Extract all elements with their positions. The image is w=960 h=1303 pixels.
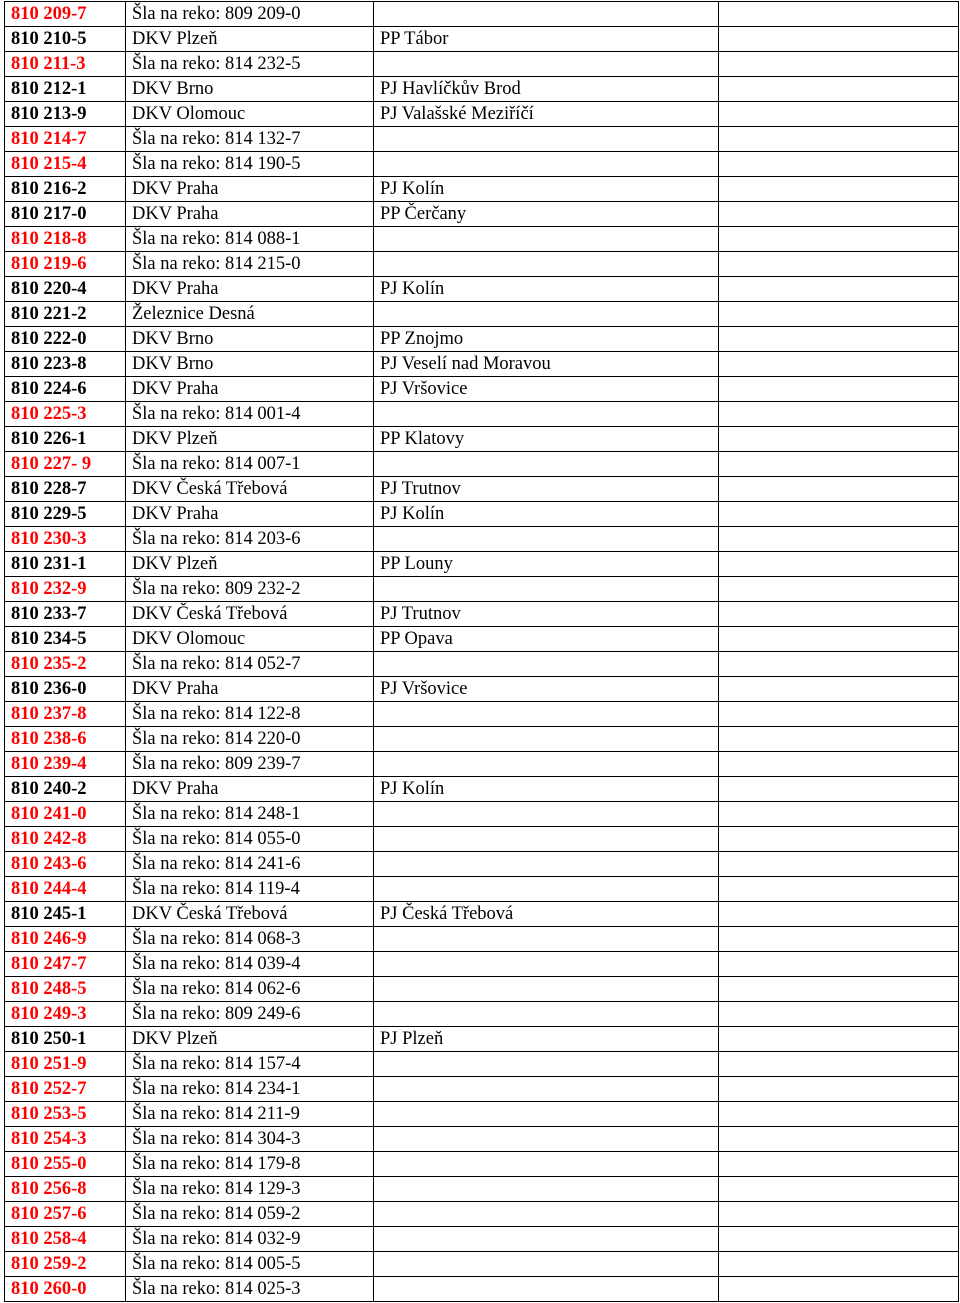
table-row bbox=[5, 1152, 959, 1177]
table-row bbox=[5, 127, 959, 152]
depot-cell: Šla na reko: 814 132-7 bbox=[126, 127, 374, 152]
depot-cell: DKV Olomouc bbox=[126, 102, 374, 127]
vehicle-number-cell: 810 244-4 bbox=[5, 877, 126, 902]
unit-cell: PJ Havlíčkův Brod bbox=[374, 77, 719, 102]
vehicle-number-cell: 810 230-3 bbox=[5, 527, 126, 552]
table-row bbox=[5, 302, 959, 327]
vehicle-number-cell: 810 249-3 bbox=[5, 1002, 126, 1027]
empty-cell bbox=[719, 652, 959, 677]
vehicle-number-cell: 810 233-7 bbox=[5, 602, 126, 627]
depot-cell: Šla na reko: 814 215-0 bbox=[126, 252, 374, 277]
vehicle-number-cell: 810 250-1 bbox=[5, 1027, 126, 1052]
unit-cell: PJ Veselí nad Moravou bbox=[374, 352, 719, 377]
unit-cell bbox=[374, 802, 719, 827]
table-row bbox=[5, 727, 959, 752]
table-row bbox=[5, 327, 959, 352]
depot-cell: Šla na reko: 814 304-3 bbox=[126, 1127, 374, 1152]
vehicle-number-cell: 810 243-6 bbox=[5, 852, 126, 877]
depot-cell: Šla na reko: 814 248-1 bbox=[126, 802, 374, 827]
empty-cell bbox=[719, 1102, 959, 1127]
depot-cell: Šla na reko: 814 220-0 bbox=[126, 727, 374, 752]
unit-cell bbox=[374, 1102, 719, 1127]
table-row bbox=[5, 477, 959, 502]
unit-cell: PP Louny bbox=[374, 552, 719, 577]
empty-cell bbox=[719, 1202, 959, 1227]
vehicle-number-cell: 810 223-8 bbox=[5, 352, 126, 377]
empty-cell bbox=[719, 1277, 959, 1302]
table-row bbox=[5, 1202, 959, 1227]
table-row bbox=[5, 777, 959, 802]
table-row bbox=[5, 1077, 959, 1102]
vehicle-number-cell: 810 257-6 bbox=[5, 1202, 126, 1227]
vehicle-number-cell: 810 239-4 bbox=[5, 752, 126, 777]
vehicle-number-cell: 810 260-0 bbox=[5, 1277, 126, 1302]
table-row bbox=[5, 827, 959, 852]
unit-cell: PJ Kolín bbox=[374, 777, 719, 802]
empty-cell bbox=[719, 952, 959, 977]
depot-cell: DKV Brno bbox=[126, 327, 374, 352]
empty-cell bbox=[719, 1052, 959, 1077]
depot-cell: DKV Plzeň bbox=[126, 427, 374, 452]
empty-cell bbox=[719, 602, 959, 627]
table-row bbox=[5, 1227, 959, 1252]
unit-cell: PJ Kolín bbox=[374, 277, 719, 302]
unit-cell bbox=[374, 302, 719, 327]
unit-cell bbox=[374, 152, 719, 177]
table-row bbox=[5, 577, 959, 602]
unit-cell bbox=[374, 927, 719, 952]
table-row bbox=[5, 177, 959, 202]
vehicle-number-cell: 810 215-4 bbox=[5, 152, 126, 177]
table-row bbox=[5, 602, 959, 627]
vehicle-number-cell: 810 254-3 bbox=[5, 1127, 126, 1152]
unit-cell bbox=[374, 452, 719, 477]
unit-cell bbox=[374, 702, 719, 727]
unit-cell bbox=[374, 127, 719, 152]
vehicle-number-cell: 810 246-9 bbox=[5, 927, 126, 952]
empty-cell bbox=[719, 802, 959, 827]
vehicle-number-cell: 810 248-5 bbox=[5, 977, 126, 1002]
depot-cell: DKV Plzeň bbox=[126, 27, 374, 52]
vehicle-number-cell: 810 258-4 bbox=[5, 1227, 126, 1252]
vehicle-number-cell: 810 241-0 bbox=[5, 802, 126, 827]
table-row bbox=[5, 977, 959, 1002]
depot-cell: DKV Praha bbox=[126, 202, 374, 227]
empty-cell bbox=[719, 777, 959, 802]
table-row bbox=[5, 1252, 959, 1277]
vehicle-number-cell: 810 232-9 bbox=[5, 577, 126, 602]
vehicle-number-cell: 810 211-3 bbox=[5, 52, 126, 77]
empty-cell bbox=[719, 52, 959, 77]
depot-cell: DKV Praha bbox=[126, 177, 374, 202]
unit-cell bbox=[374, 1277, 719, 1302]
depot-cell: Šla na reko: 814 088-1 bbox=[126, 227, 374, 252]
unit-cell: PP Opava bbox=[374, 627, 719, 652]
table-row bbox=[5, 502, 959, 527]
table-row bbox=[5, 927, 959, 952]
empty-cell bbox=[719, 127, 959, 152]
unit-cell bbox=[374, 977, 719, 1002]
empty-cell bbox=[719, 402, 959, 427]
depot-cell: Šla na reko: 814 025-3 bbox=[126, 1277, 374, 1302]
unit-cell bbox=[374, 827, 719, 852]
vehicle-number-cell: 810 219-6 bbox=[5, 252, 126, 277]
depot-cell: DKV Česká Třebová bbox=[126, 902, 374, 927]
depot-cell: Šla na reko: 814 179-8 bbox=[126, 1152, 374, 1177]
depot-cell: Šla na reko: 814 203-6 bbox=[126, 527, 374, 552]
depot-cell: Šla na reko: 814 039-4 bbox=[126, 952, 374, 977]
empty-cell bbox=[719, 477, 959, 502]
vehicle-number-cell: 810 210-5 bbox=[5, 27, 126, 52]
unit-cell bbox=[374, 1202, 719, 1227]
vehicle-number-cell: 810 235-2 bbox=[5, 652, 126, 677]
unit-cell bbox=[374, 1177, 719, 1202]
unit-cell bbox=[374, 1002, 719, 1027]
depot-cell: Šla na reko: 809 232-2 bbox=[126, 577, 374, 602]
empty-cell bbox=[719, 427, 959, 452]
empty-cell bbox=[719, 977, 959, 1002]
table-row bbox=[5, 452, 959, 477]
depot-cell: Šla na reko: 814 007-1 bbox=[126, 452, 374, 477]
depot-cell: Šla na reko: 809 249-6 bbox=[126, 1002, 374, 1027]
depot-cell: Šla na reko: 814 055-0 bbox=[126, 827, 374, 852]
unit-cell: PJ Kolín bbox=[374, 502, 719, 527]
vehicle-number-cell: 810 214-7 bbox=[5, 127, 126, 152]
empty-cell bbox=[719, 1152, 959, 1177]
vehicle-number-cell: 810 213-9 bbox=[5, 102, 126, 127]
table-row bbox=[5, 852, 959, 877]
unit-cell: PP Čerčany bbox=[374, 202, 719, 227]
unit-cell bbox=[374, 1052, 719, 1077]
empty-cell bbox=[719, 1027, 959, 1052]
empty-cell bbox=[719, 352, 959, 377]
unit-cell bbox=[374, 577, 719, 602]
depot-cell: Šla na reko: 809 209-0 bbox=[126, 2, 374, 27]
unit-cell: PP Znojmo bbox=[374, 327, 719, 352]
unit-cell bbox=[374, 2, 719, 27]
table-row bbox=[5, 52, 959, 77]
empty-cell bbox=[719, 152, 959, 177]
vehicle-number-cell: 810 228-7 bbox=[5, 477, 126, 502]
railcar-table-body bbox=[5, 2, 959, 1302]
table-row bbox=[5, 1027, 959, 1052]
unit-cell bbox=[374, 1127, 719, 1152]
empty-cell bbox=[719, 852, 959, 877]
vehicle-number-cell: 810 217-0 bbox=[5, 202, 126, 227]
table-row bbox=[5, 877, 959, 902]
unit-cell bbox=[374, 1077, 719, 1102]
unit-cell bbox=[374, 752, 719, 777]
table-row bbox=[5, 752, 959, 777]
unit-cell bbox=[374, 227, 719, 252]
vehicle-number-cell: 810 240-2 bbox=[5, 777, 126, 802]
empty-cell bbox=[719, 927, 959, 952]
table-row bbox=[5, 1177, 959, 1202]
empty-cell bbox=[719, 202, 959, 227]
table-row bbox=[5, 377, 959, 402]
empty-cell bbox=[719, 552, 959, 577]
vehicle-number-cell: 810 237-8 bbox=[5, 702, 126, 727]
empty-cell bbox=[719, 877, 959, 902]
empty-cell bbox=[719, 277, 959, 302]
empty-cell bbox=[719, 302, 959, 327]
empty-cell bbox=[719, 902, 959, 927]
vehicle-number-cell: 810 236-0 bbox=[5, 677, 126, 702]
table-row bbox=[5, 1052, 959, 1077]
table-row bbox=[5, 352, 959, 377]
depot-cell: Šla na reko: 814 211-9 bbox=[126, 1102, 374, 1127]
table-row bbox=[5, 627, 959, 652]
unit-cell bbox=[374, 252, 719, 277]
depot-cell: DKV Česká Třebová bbox=[126, 477, 374, 502]
depot-cell: DKV Česká Třebová bbox=[126, 602, 374, 627]
unit-cell bbox=[374, 852, 719, 877]
empty-cell bbox=[719, 2, 959, 27]
vehicle-number-cell: 810 251-9 bbox=[5, 1052, 126, 1077]
unit-cell bbox=[374, 877, 719, 902]
depot-cell: Šla na reko: 814 005-5 bbox=[126, 1252, 374, 1277]
depot-cell: Šla na reko: 814 190-5 bbox=[126, 152, 374, 177]
table-row bbox=[5, 902, 959, 927]
depot-cell: Šla na reko: 814 052-7 bbox=[126, 652, 374, 677]
empty-cell bbox=[719, 327, 959, 352]
empty-cell bbox=[719, 452, 959, 477]
depot-cell: Šla na reko: 814 129-3 bbox=[126, 1177, 374, 1202]
table-row bbox=[5, 27, 959, 52]
table-row bbox=[5, 527, 959, 552]
unit-cell: PP Tábor bbox=[374, 27, 719, 52]
depot-cell: DKV Olomouc bbox=[126, 627, 374, 652]
table-row bbox=[5, 1127, 959, 1152]
vehicle-number-cell: 810 259-2 bbox=[5, 1252, 126, 1277]
table-row bbox=[5, 2, 959, 27]
unit-cell bbox=[374, 1152, 719, 1177]
depot-cell: DKV Brno bbox=[126, 352, 374, 377]
vehicle-number-cell: 810 253-5 bbox=[5, 1102, 126, 1127]
empty-cell bbox=[719, 177, 959, 202]
depot-cell: Šla na reko: 809 239-7 bbox=[126, 752, 374, 777]
railcar-table bbox=[4, 1, 959, 1302]
table-row bbox=[5, 1102, 959, 1127]
empty-cell bbox=[719, 627, 959, 652]
vehicle-number-cell: 810 245-1 bbox=[5, 902, 126, 927]
vehicle-number-cell: 810 238-6 bbox=[5, 727, 126, 752]
empty-cell bbox=[719, 1002, 959, 1027]
depot-cell: DKV Praha bbox=[126, 277, 374, 302]
vehicle-number-cell: 810 221-2 bbox=[5, 302, 126, 327]
depot-cell: DKV Praha bbox=[126, 777, 374, 802]
unit-cell: PJ Valašské Meziříčí bbox=[374, 102, 719, 127]
table-row bbox=[5, 1002, 959, 1027]
vehicle-number-cell: 810 222-0 bbox=[5, 327, 126, 352]
vehicle-number-cell: 810 225-3 bbox=[5, 402, 126, 427]
depot-cell: Šla na reko: 814 157-4 bbox=[126, 1052, 374, 1077]
depot-cell: Železnice Desná bbox=[126, 302, 374, 327]
vehicle-number-cell: 810 229-5 bbox=[5, 502, 126, 527]
table-row bbox=[5, 1277, 959, 1302]
empty-cell bbox=[719, 102, 959, 127]
vehicle-number-cell: 810 226-1 bbox=[5, 427, 126, 452]
table-row bbox=[5, 402, 959, 427]
empty-cell bbox=[719, 677, 959, 702]
empty-cell bbox=[719, 227, 959, 252]
depot-cell: DKV Plzeň bbox=[126, 1027, 374, 1052]
unit-cell bbox=[374, 527, 719, 552]
table-row bbox=[5, 427, 959, 452]
table-row bbox=[5, 677, 959, 702]
empty-cell bbox=[719, 252, 959, 277]
table-row bbox=[5, 77, 959, 102]
unit-cell bbox=[374, 1252, 719, 1277]
depot-cell: Šla na reko: 814 234-1 bbox=[126, 1077, 374, 1102]
unit-cell: PJ Trutnov bbox=[374, 477, 719, 502]
unit-cell bbox=[374, 952, 719, 977]
empty-cell bbox=[719, 752, 959, 777]
unit-cell: PJ Trutnov bbox=[374, 602, 719, 627]
table-row bbox=[5, 227, 959, 252]
unit-cell bbox=[374, 1227, 719, 1252]
unit-cell bbox=[374, 727, 719, 752]
vehicle-number-cell: 810 256-8 bbox=[5, 1177, 126, 1202]
empty-cell bbox=[719, 27, 959, 52]
vehicle-number-cell: 810 209-7 bbox=[5, 2, 126, 27]
empty-cell bbox=[719, 577, 959, 602]
depot-cell: Šla na reko: 814 232-5 bbox=[126, 52, 374, 77]
depot-cell: Šla na reko: 814 241-6 bbox=[126, 852, 374, 877]
vehicle-number-cell: 810 216-2 bbox=[5, 177, 126, 202]
empty-cell bbox=[719, 1177, 959, 1202]
unit-cell: PJ Plzeň bbox=[374, 1027, 719, 1052]
empty-cell bbox=[719, 827, 959, 852]
table-row bbox=[5, 702, 959, 727]
empty-cell bbox=[719, 1227, 959, 1252]
empty-cell bbox=[719, 377, 959, 402]
empty-cell bbox=[719, 1127, 959, 1152]
table-row bbox=[5, 202, 959, 227]
unit-cell: PJ Česká Třebová bbox=[374, 902, 719, 927]
depot-cell: DKV Praha bbox=[126, 502, 374, 527]
vehicle-number-cell: 810 252-7 bbox=[5, 1077, 126, 1102]
vehicle-number-cell: 810 212-1 bbox=[5, 77, 126, 102]
depot-cell: DKV Brno bbox=[126, 77, 374, 102]
depot-cell: DKV Praha bbox=[126, 377, 374, 402]
empty-cell bbox=[719, 502, 959, 527]
table-row bbox=[5, 802, 959, 827]
unit-cell: PJ Kolín bbox=[374, 177, 719, 202]
empty-cell bbox=[719, 1252, 959, 1277]
depot-cell: DKV Plzeň bbox=[126, 552, 374, 577]
table-row bbox=[5, 102, 959, 127]
depot-cell: Šla na reko: 814 062-6 bbox=[126, 977, 374, 1002]
depot-cell: Šla na reko: 814 068-3 bbox=[126, 927, 374, 952]
depot-cell: Šla na reko: 814 032-9 bbox=[126, 1227, 374, 1252]
vehicle-number-cell: 810 218-8 bbox=[5, 227, 126, 252]
depot-cell: DKV Praha bbox=[126, 677, 374, 702]
unit-cell bbox=[374, 402, 719, 427]
vehicle-number-cell: 810 220-4 bbox=[5, 277, 126, 302]
unit-cell: PJ Vršovice bbox=[374, 377, 719, 402]
unit-cell bbox=[374, 52, 719, 77]
table-row bbox=[5, 652, 959, 677]
empty-cell bbox=[719, 727, 959, 752]
unit-cell: PP Klatovy bbox=[374, 427, 719, 452]
table-row bbox=[5, 277, 959, 302]
table-row bbox=[5, 252, 959, 277]
empty-cell bbox=[719, 527, 959, 552]
vehicle-number-cell: 810 227- 9 bbox=[5, 452, 126, 477]
vehicle-number-cell: 810 255-0 bbox=[5, 1152, 126, 1177]
empty-cell bbox=[719, 77, 959, 102]
unit-cell: PJ Vršovice bbox=[374, 677, 719, 702]
table-row bbox=[5, 952, 959, 977]
table-row bbox=[5, 552, 959, 577]
depot-cell: Šla na reko: 814 119-4 bbox=[126, 877, 374, 902]
unit-cell bbox=[374, 652, 719, 677]
empty-cell bbox=[719, 702, 959, 727]
empty-cell bbox=[719, 1077, 959, 1102]
vehicle-number-cell: 810 234-5 bbox=[5, 627, 126, 652]
depot-cell: Šla na reko: 814 059-2 bbox=[126, 1202, 374, 1227]
vehicle-number-cell: 810 242-8 bbox=[5, 827, 126, 852]
vehicle-number-cell: 810 224-6 bbox=[5, 377, 126, 402]
depot-cell: Šla na reko: 814 122-8 bbox=[126, 702, 374, 727]
vehicle-number-cell: 810 247-7 bbox=[5, 952, 126, 977]
table-row bbox=[5, 152, 959, 177]
depot-cell: Šla na reko: 814 001-4 bbox=[126, 402, 374, 427]
vehicle-number-cell: 810 231-1 bbox=[5, 552, 126, 577]
